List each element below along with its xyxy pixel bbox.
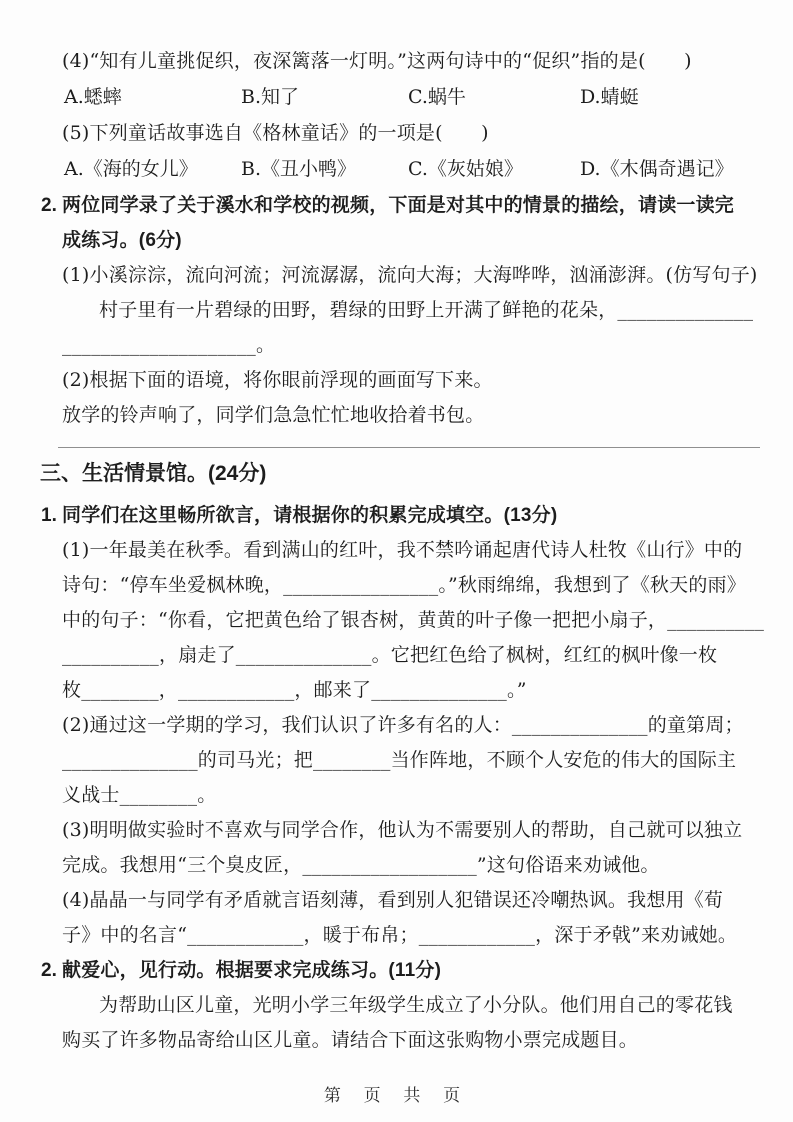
question-2-sub2-stem: (2)根据下面的语境，将你眼前浮现的画面写下来。 — [62, 369, 493, 391]
question-2-number: 2. — [41, 195, 57, 216]
question-2-sub2-context: 放学的铃声响了，同学们急急忙忙地收拾着书包。 — [62, 404, 485, 426]
question-5-option-d: D.《木偶奇遇记》 — [580, 158, 734, 180]
question-2-sub1-answer-line2: ____________________。 — [62, 334, 276, 356]
question-5-stem: (5)下列童话故事选自《格林童话》的一项是( ) — [62, 122, 489, 144]
question-4-stem: (4)“知有儿童挑促织，夜深篱落一灯明。”这两句诗中的“促织”指的是( ) — [62, 50, 692, 72]
section-3-title: 三、生活情景馆。(24分) — [40, 462, 267, 485]
section3-q2-number: 2. — [41, 960, 57, 981]
s3-q2-para-line1: 为帮助山区儿童，光明小学三年级学生成立了小分队。他们用自己的零花钱 — [99, 994, 733, 1016]
section-divider — [58, 447, 760, 448]
s3-q1-sub2-line1: (2)通过这一学期的学习，我们认识了许多有名的人：______________的童第周； — [62, 714, 744, 736]
s3-q1-sub4-line2: 子》中的名言“____________，暖于布帛；____________，深于矛戟”来劝诫她。 — [62, 924, 738, 946]
question-5-options — [62, 151, 762, 188]
question-5-option-a: A.《海的女儿》 — [64, 158, 198, 180]
section3-q2-stem: 献爱心，见行动。根据要求完成练习。(11分) — [62, 960, 442, 981]
s3-q1-sub1-line5: 枚________，____________，邮来了______________。” — [62, 679, 527, 701]
s3-q1-sub1-line4: __________，扇走了______________。它把红色给了枫树，红红的枫叶像一枚 — [62, 644, 718, 666]
question-4-option-a: A.蟋蟀 — [64, 86, 122, 108]
question-4-option-d: D.蜻蜓 — [580, 86, 639, 108]
s3-q1-sub1-line1: (1)一年最美在秋季。看到满山的红叶，我不禁吟诵起唐代诗人杜牧《山行》中的 — [62, 539, 743, 561]
section3-q1-number: 1. — [41, 505, 57, 526]
question-5-option-b: B.《丑小鸭》 — [241, 158, 357, 180]
question-4-option-c: C.蜗牛 — [408, 86, 466, 108]
s3-q2-para-line2: 购买了许多物品寄给山区儿童。请结合下面这张购物小票完成题目。 — [62, 1029, 639, 1051]
s3-q1-sub3-line2: 完成。我想用“三个臭皮匠，__________________”这句俗语来劝诫他。 — [62, 854, 660, 876]
page-content — [40, 44, 765, 1058]
s3-q1-sub1-line3: 中的句子：“你看，它把黄色给了银杏树，黄黄的叶子像一把把小扇子，__________ — [62, 609, 765, 631]
question-5-option-c: C.《灰姑娘》 — [408, 158, 523, 180]
question-2-stem-line2: 成练习。(6分) — [62, 230, 182, 251]
s3-q1-sub4-line1: (4)晶晶一与同学有矛盾就言语刻薄，看到别人犯错误还冷嘲热讽。我想用《荀 — [62, 889, 724, 911]
question-2-sub1-answer-line1: 村子里有一片碧绿的田野，碧绿的田野上开满了鲜艳的花朵，______________ — [99, 299, 754, 321]
question-2-sub1-stem: (1)小溪淙淙，流向河流；河流潺潺，流向大海；大海哗哗，汹涌澎湃。(仿写句子) — [62, 264, 758, 286]
s3-q1-sub2-line2: ______________的司马光；把________当作阵地，不顾个人安危的伟大的国际主 — [62, 749, 737, 771]
s3-q1-sub1-line2: 诗句：“停车坐爱枫林晚，________________。”秋雨绵绵，我想到了《秋天的雨》 — [62, 574, 746, 596]
question-4-option-b: B.知了 — [241, 86, 300, 108]
question-2-stem-line1: 两位同学录了关于溪水和学校的视频，下面是对其中的情景的描绘，请读一读完 — [62, 195, 735, 216]
s3-q1-sub2-line3: 义战士________。 — [62, 784, 217, 806]
question-2-block — [41, 188, 762, 258]
page-footer: 第 页 共 页 — [323, 1086, 470, 1105]
question-4-options — [62, 79, 762, 116]
section3-q2-block — [41, 953, 762, 988]
section3-q1-stem: 同学们在这里畅所欲言，请根据你的积累完成填空。(13分) — [62, 505, 558, 526]
section3-q1-block — [41, 498, 762, 533]
s3-q1-sub3-line1: (3)明明做实验时不喜欢与同学合作，他认为不需要别人的帮助，自己就可以独立 — [62, 819, 743, 841]
